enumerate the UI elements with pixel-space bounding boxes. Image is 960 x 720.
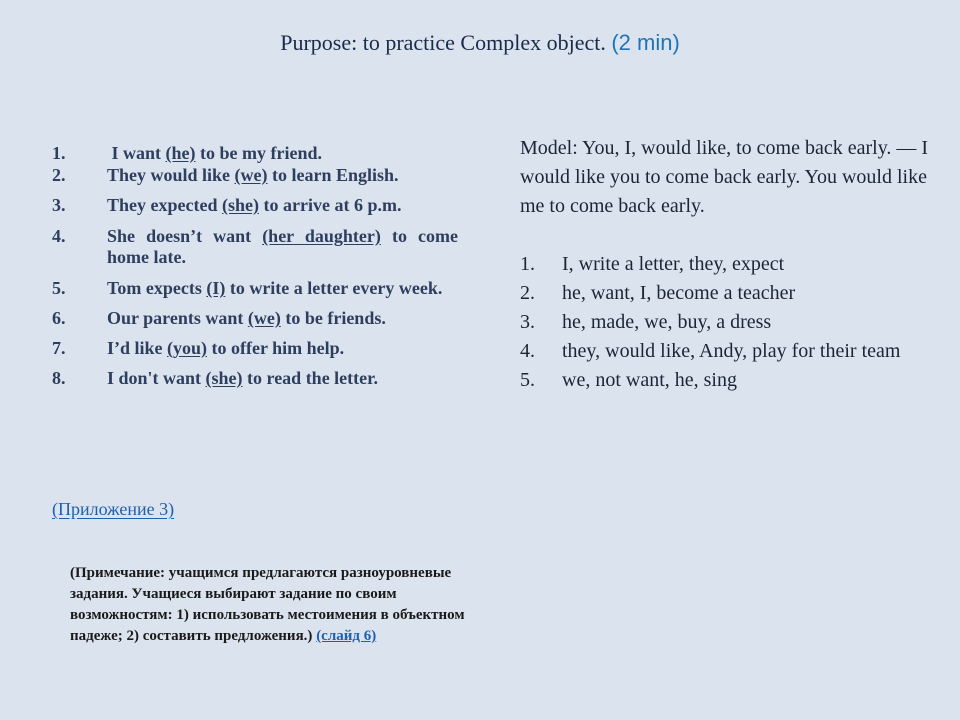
item-number: 6. bbox=[52, 308, 66, 328]
list-item bbox=[52, 368, 458, 389]
appendix-link[interactable]: (Приложение 3) bbox=[52, 499, 175, 519]
item-number: 7. bbox=[52, 338, 66, 358]
list-item bbox=[52, 338, 458, 359]
list-item bbox=[52, 278, 458, 299]
task-list bbox=[520, 250, 930, 395]
exercise-list bbox=[52, 143, 458, 389]
item-pronoun: (we) bbox=[247, 308, 281, 328]
item-text bbox=[107, 143, 458, 164]
slide-link[interactable]: (слайд 6) bbox=[316, 628, 377, 644]
item-text-before: They would like bbox=[107, 165, 235, 185]
model-column bbox=[520, 134, 930, 395]
item-pronoun: (her daughter) bbox=[262, 226, 381, 246]
list-item bbox=[52, 143, 458, 164]
item-pronoun: (I) bbox=[206, 278, 226, 298]
title-duration: (2 min) bbox=[611, 30, 680, 55]
item-number: 3. bbox=[520, 311, 535, 333]
item-text: they, would like, Andy, play for their team bbox=[562, 340, 901, 362]
item-text-after: to write a letter every week. bbox=[225, 278, 443, 298]
item-text-after: to learn English. bbox=[267, 165, 399, 185]
item-number: 1. bbox=[520, 253, 535, 275]
item-pronoun: (he) bbox=[165, 143, 196, 163]
item-pronoun: (she) bbox=[205, 368, 243, 388]
item-number: 1. bbox=[52, 143, 66, 163]
item-text-before: She doesn’t want bbox=[107, 226, 263, 246]
item-pronoun: (you) bbox=[167, 338, 208, 358]
teacher-note bbox=[70, 563, 490, 647]
list-item bbox=[52, 308, 458, 329]
item-number: 2. bbox=[52, 165, 66, 185]
list-item bbox=[520, 337, 930, 366]
list-item bbox=[52, 165, 458, 186]
item-number: 2. bbox=[520, 282, 535, 304]
item-text-before: I don't want bbox=[107, 368, 206, 388]
item-text-after: to be friends. bbox=[280, 308, 386, 328]
item-text-after: to offer him help. bbox=[207, 338, 345, 358]
note-text: (Примечание: учащимся предлагаются разноуровневые задания. Учащиеся выбирают задание по своим возможностям: 1) использовать местоимения в объектном падеже; 2) составить предложения.) bbox=[70, 565, 465, 644]
item-text-after: to arrive at 6 p.m. bbox=[258, 195, 402, 215]
model-text: Model: You, I, would like, to come back early. — I would like you to come back early. You would like me to come back early. bbox=[520, 137, 929, 217]
item-number: 5. bbox=[52, 278, 66, 298]
item-text-before: I want bbox=[107, 143, 166, 163]
list-item bbox=[52, 226, 458, 268]
item-text-before: I’d like bbox=[107, 338, 168, 358]
item-text-after: to be my friend. bbox=[195, 143, 322, 163]
item-number: 4. bbox=[520, 340, 535, 362]
item-text-after: to read the letter. bbox=[242, 368, 378, 388]
item-text: he, made, we, buy, a dress bbox=[562, 311, 772, 333]
item-text bbox=[107, 195, 458, 216]
item-text bbox=[107, 278, 458, 299]
item-text-after: to come home late. bbox=[107, 226, 458, 267]
item-text bbox=[107, 165, 458, 186]
item-text: we, not want, he, sing bbox=[562, 369, 737, 391]
item-text-before: Tom expects bbox=[107, 278, 207, 298]
list-item bbox=[520, 308, 930, 337]
item-number: 5. bbox=[520, 369, 535, 391]
item-text bbox=[107, 308, 458, 329]
item-text bbox=[107, 338, 458, 359]
title-text: Purpose: to practice Complex object. bbox=[280, 30, 606, 55]
item-number: 8. bbox=[52, 368, 66, 388]
item-text bbox=[107, 226, 458, 268]
item-text: I, write a letter, they, expect bbox=[562, 253, 785, 275]
list-item bbox=[520, 279, 930, 308]
item-pronoun: (we) bbox=[234, 165, 268, 185]
item-text-before: Our parents want bbox=[107, 308, 248, 328]
list-item bbox=[520, 366, 930, 395]
item-number: 4. bbox=[52, 226, 66, 246]
item-text bbox=[107, 368, 458, 389]
item-text-before: They expected bbox=[107, 195, 222, 215]
item-number: 3. bbox=[52, 195, 66, 215]
page-title bbox=[0, 30, 960, 56]
list-item bbox=[52, 195, 458, 216]
item-pronoun: (she) bbox=[221, 195, 259, 215]
item-text: he, want, I, become a teacher bbox=[562, 282, 796, 304]
list-item bbox=[520, 250, 930, 279]
